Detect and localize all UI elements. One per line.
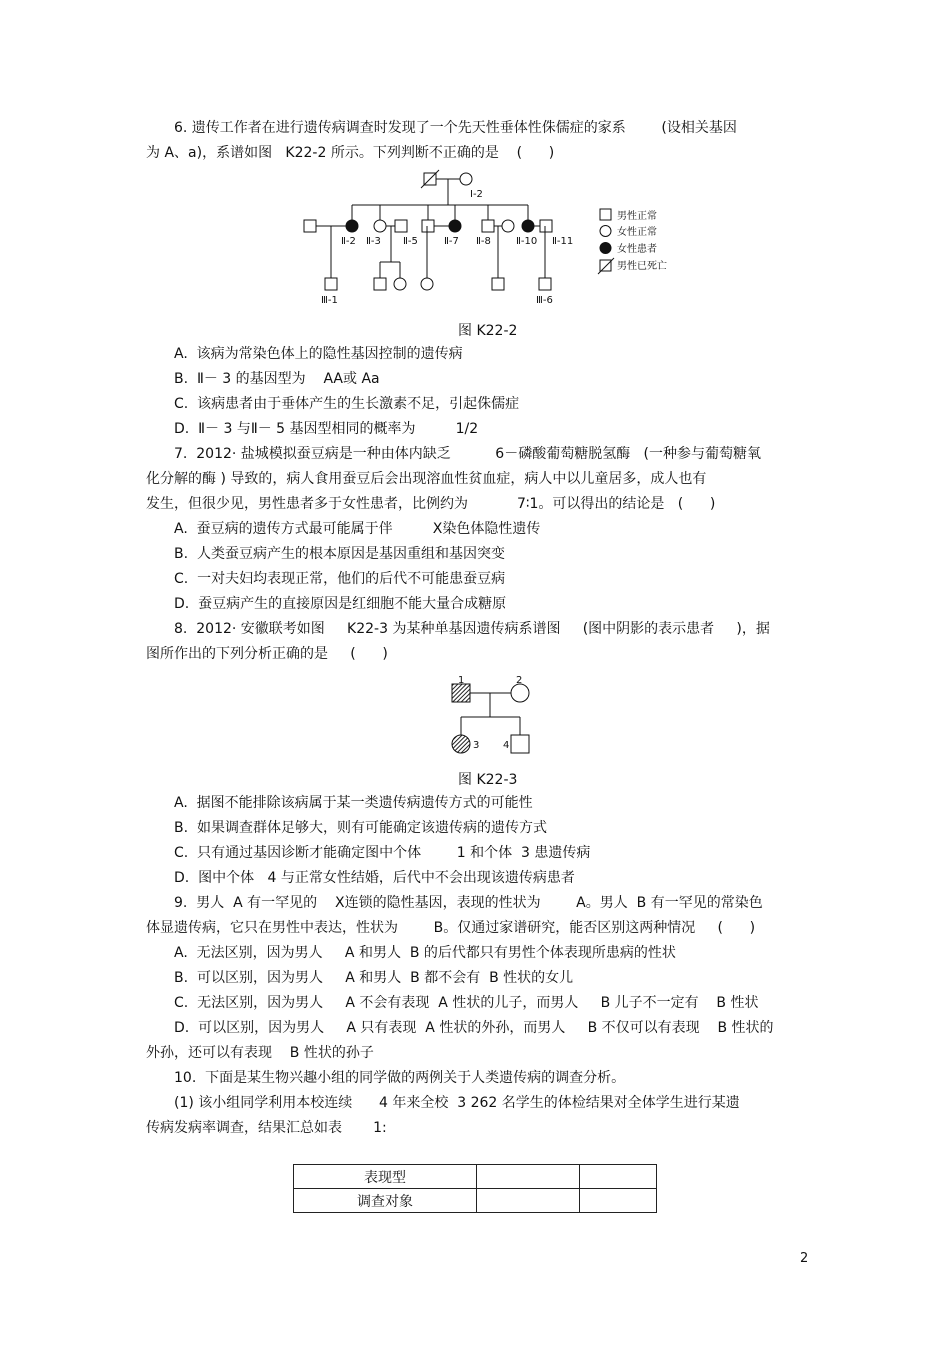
table-cell [477,1189,580,1213]
q8-line-2: 图所作出的下列分析正确的是 ( ) [146,646,388,662]
q9-option-c: C. 无法区别，因为男人 A 不会有表现 A 性状的儿子，而男人 B 儿子不一定有 B 性状 [174,995,759,1011]
q8-line-1: 8. 2012· 安徽联考如图 K22-3 为某种单基因遗传病系谱图 (图中阴影的表示患者 )，据 [174,621,770,637]
pedigree-label-II-10: Ⅱ-10 [516,236,538,247]
q9-line-1: 9. 男人 A 有一罕见的 X连锁的隐性基因，表现的性状为 A。男人 B 有一罕见的常染色 [174,895,763,911]
q10-line-3: 传病发病率调查，结果汇总如表 1: [146,1120,387,1136]
pedigree-label-II-3: Ⅱ-3 [366,236,381,247]
pedigree-label-II-5: Ⅱ-5 [403,236,418,247]
pedigree-label-II-2: Ⅱ-2 [341,236,356,247]
q9-option-a: A. 无法区别，因为男人 A 和男人 B 的后代都只有男性个体表现所患病的性状 [174,945,676,961]
q6-line-2: 为 A、a)，系谱如图 K22-2 所示。下列判断不正确的是 ( ) [146,145,555,161]
q10-line-1: 10. 下面是某生物兴趣小组的同学做的两例关于人类遗传病的调查分析。 [174,1070,626,1086]
q8-option-b: B. 如果调查群体足够大，则有可能确定该遗传病的遗传方式 [174,820,547,836]
pedigree-label-III-1: Ⅲ-1 [321,295,338,306]
legend-female-normal: 女性正常 [617,227,657,238]
survey-table [293,1164,657,1213]
pedigree-figure-k22-2 [290,165,690,310]
table-cell [477,1165,580,1189]
q7-line-3: 发生，但很少见，男性患者多于女性患者，比例约为 7∶1。可以得出的结论是 ( ) [146,496,716,512]
legend-male-normal: 男性正常 [617,211,657,222]
table-row [294,1189,657,1213]
q9-line-2: 体显遗传病，它只在男性中表达，性状为 B。仅通过家谱研究，能否区别这两种情况 ( ) [146,920,756,936]
k22-3-label-4: 4 [503,740,510,751]
table-header-phenotype: 表现型 [294,1165,477,1189]
q7-option-a: A. 蚕豆病的遗传方式最可能属于伴 X染色体隐性遗传 [174,521,541,537]
table-row [294,1165,657,1189]
pedigree-label-II-7: Ⅱ-7 [444,236,459,247]
legend-female-affected: 女性患者 [617,244,657,255]
q7-line-1: 7. 2012· 盐城模拟蚕豆病是一种由体内缺乏 6－磷酸葡萄糖脱氢酶 (一种参与葡萄糖氧 [174,446,762,462]
pedigree-label-II-8: Ⅱ-8 [476,236,491,247]
q10-line-2: (1) 该小组同学利用本校连续 4 年来全校 3 262 名学生的体检结果对全体学生进行某遗 [174,1095,740,1111]
table-header-subjects: 调查对象 [294,1189,477,1213]
q9-option-d-continued: 外孙，还可以有表现 B 性状的孙子 [146,1045,374,1061]
q9-option-d: D. 可以区别，因为男人 A 只有表现 A 性状的外孙，而男人 B 不仅可以有表现 B 性状的 [174,1020,774,1036]
q8-option-d: D. 图中个体 4 与正常女性结婚，后代中不会出现该遗传病患者 [174,870,575,886]
legend-male-deceased: 男性已死亡 [617,261,667,272]
k22-3-label-1: 1 [458,675,465,686]
table-cell [580,1165,657,1189]
figure-caption-k22-2: 图 K22-2 [458,323,518,339]
q8-option-a: A. 据图不能排除该病属于某一类遗传病遗传方式的可能性 [174,795,533,811]
k22-3-label-3: 3 [473,740,480,751]
table-cell [580,1189,657,1213]
page-number: 2 [800,1251,809,1266]
q7-option-b: B. 人类蚕豆病产生的根本原因是基因重组和基因突变 [174,546,505,562]
q9-option-b: B. 可以区别，因为男人 A 和男人 B 都不会有 B 性状的女儿 [174,970,574,986]
q6-option-c: C. 该病患者由于垂体产生的生长激素不足，引起侏儒症 [174,396,520,412]
pedigree-label-I-2: Ⅰ-2 [470,189,483,200]
q8-option-c: C. 只有通过基因诊断才能确定图中个体 1 和个体 3 患遗传病 [174,845,591,861]
q7-line-2: 化分解的酶 ) 导致的，病人食用蚕豆后会出现溶血性贫血症，病人中以儿童居多，成人也有 [146,471,707,487]
pedigree-label-II-11: Ⅱ-11 [552,236,574,247]
q6-option-b: B. Ⅱ－ 3 的基因型为 AA或 Aa [174,371,380,387]
q6-line-1: 6. 遗传工作者在进行遗传病调查时发现了一个先天性垂体性侏儒症的家系 (设相关基因 [174,120,737,136]
q7-option-c: C. 一对夫妇均表现正常，他们的后代不可能患蚕豆病 [174,571,506,587]
pedigree-label-III-6: Ⅲ-6 [536,295,553,306]
figure-caption-k22-3: 图 K22-3 [458,772,518,788]
q7-option-d: D. 蚕豆病产生的直接原因是红细胞不能大量合成糖原 [174,596,507,612]
q6-option-a: A. 该病为常染色体上的隐性基因控制的遗传病 [174,346,463,362]
k22-3-label-2: 2 [516,675,523,686]
q6-option-d: D. Ⅱ－ 3 与Ⅱ－ 5 基因型相同的概率为 1/2 [174,421,479,437]
pedigree-figure-k22-3 [440,672,540,762]
